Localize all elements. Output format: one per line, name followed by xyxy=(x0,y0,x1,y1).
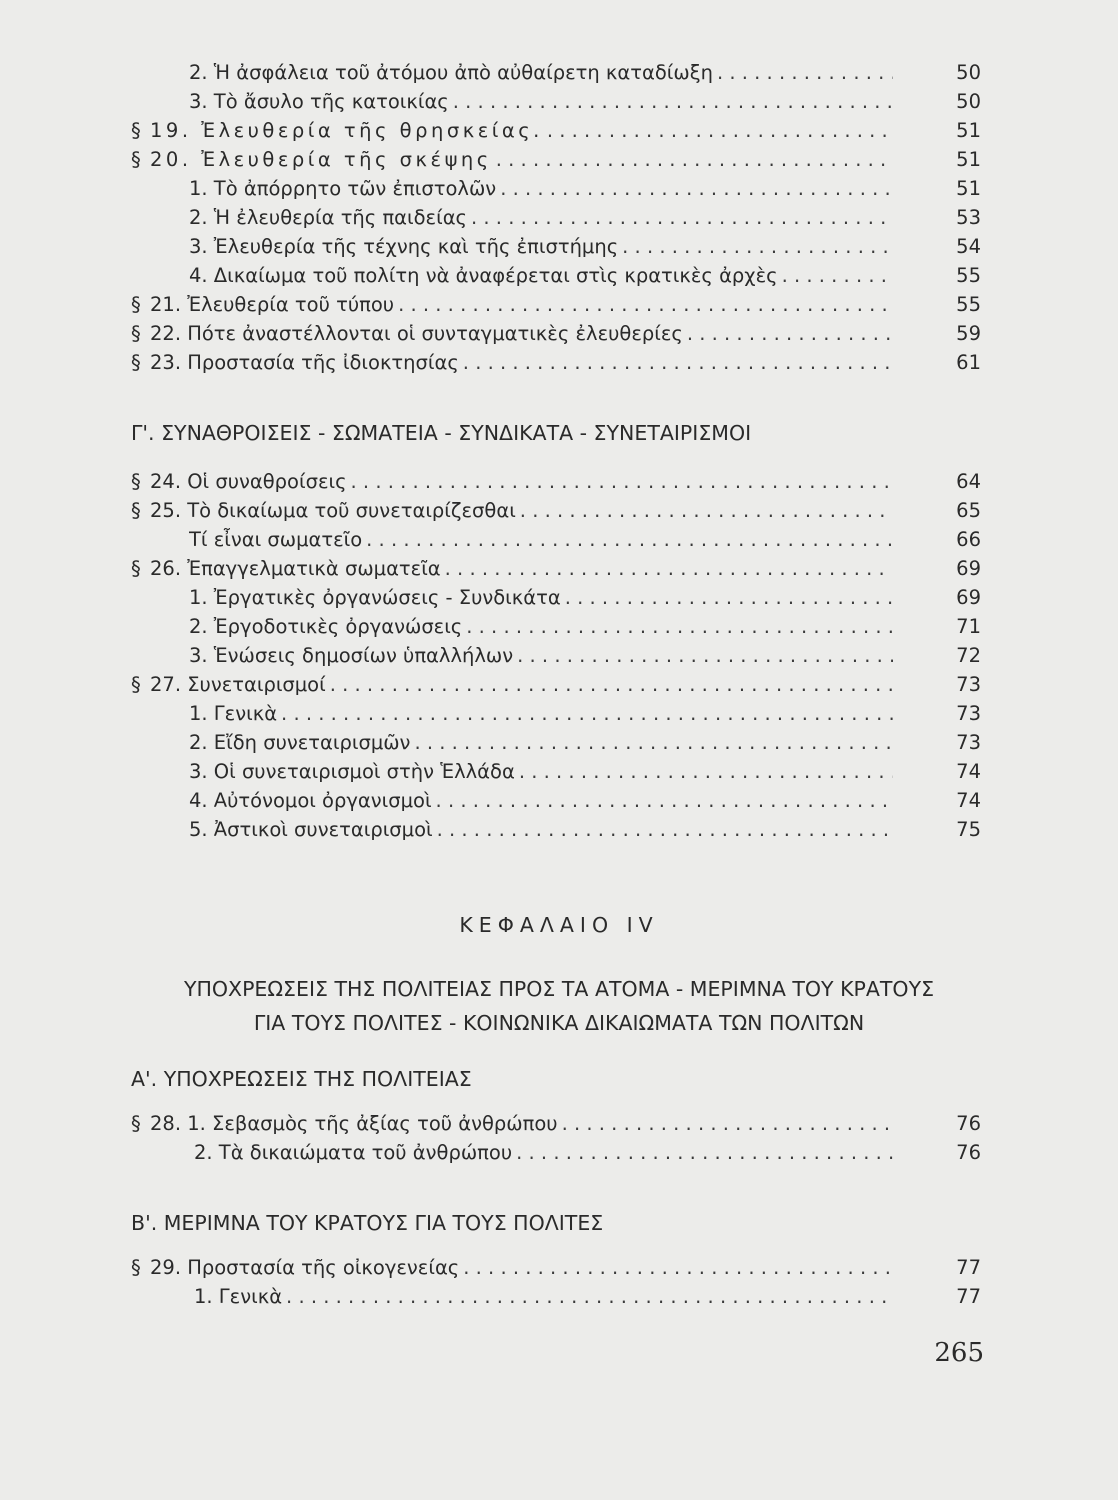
dot-leader xyxy=(366,525,893,554)
toc-entry xyxy=(150,116,893,145)
toc-row xyxy=(0,87,1118,116)
toc-row xyxy=(0,58,1118,87)
dot-leader xyxy=(453,87,893,116)
toc-page-number: 77 xyxy=(956,1256,981,1279)
toc-row xyxy=(0,1138,1118,1167)
dot-leader xyxy=(565,583,893,612)
dot-leader xyxy=(520,496,893,525)
dot-leader xyxy=(463,348,893,377)
toc-page-number: 55 xyxy=(956,293,981,316)
toc-page-number: 69 xyxy=(956,557,981,580)
toc-entry-label: 27. Συνεταιρισμοί xyxy=(150,673,326,696)
toc-entry-label: 28. 1. Σεβασμὸς τῆς ἀξίας τοῦ ἀνθρώπου xyxy=(150,1112,558,1135)
toc-entry xyxy=(150,290,893,319)
toc-row xyxy=(0,612,1118,641)
section-sign: § xyxy=(131,499,141,522)
dot-leader xyxy=(496,145,893,174)
toc-entry-label: 4. Δικαίωμα τοῦ πολίτη νὰ ἀναφέρεται στὶς κρατικὲς ἀρχὲς xyxy=(189,264,778,287)
toc-page-number: 77 xyxy=(956,1285,981,1308)
toc-entry-label: 21. Ἐλευθερία τοῦ τύπου xyxy=(150,293,395,316)
toc-row xyxy=(0,1253,1118,1282)
section-heading-g: Γ'. ΣΥΝΑΘΡΟΙΣΕΙΣ - ΣΩΜΑΤΕΙΑ - ΣΥΝΔΙΚΑΤΑ - ΣΥΝΕΤΑΙΡΙΣΜΟΙ xyxy=(131,421,752,445)
toc-entry xyxy=(189,641,893,670)
toc-page-number: 54 xyxy=(956,235,981,258)
chapter-subtitle-line2: ΓΙΑ ΤΟΥΣ ΠΟΛΙΤΕΣ - ΚΟΙΝΩΝΙΚΑ ΔΙΚΑΙΩΜΑΤΑ ΤΩΝ ΠΟΛΙΤΩΝ xyxy=(253,1011,865,1035)
toc-row xyxy=(0,467,1118,496)
dot-leader xyxy=(519,757,893,786)
toc-row xyxy=(0,174,1118,203)
toc-page-number: 51 xyxy=(956,119,981,142)
dot-leader xyxy=(547,116,893,145)
toc-entry xyxy=(189,174,893,203)
dot-leader xyxy=(562,1109,893,1138)
section-sign: § xyxy=(131,673,141,696)
toc-entry xyxy=(189,699,893,728)
toc-entry-label: 3. Τὸ ἄσυλο τῆς κατοικίας xyxy=(189,90,449,113)
toc-entry-label: Τί εἶναι σωματεῖο xyxy=(189,528,363,551)
toc-entry-label: 23. Προστασία τῆς ἰδιοκτησίας xyxy=(150,351,459,374)
toc-page-number: 74 xyxy=(956,789,981,812)
toc-entry-label: 4. Αὐτόνομοι ὀργανισμοὶ xyxy=(189,789,432,812)
section-heading-b: Β'. ΜΕΡΙΜΝΑ ΤΟΥ ΚΡΑΤΟΥΣ ΓΙΑ ΤΟΥΣ ΠΟΛΙΤΕΣ xyxy=(131,1211,604,1235)
page-number: 265 xyxy=(934,1338,984,1368)
toc-row xyxy=(0,757,1118,786)
dot-leader xyxy=(330,670,893,699)
dot-leader xyxy=(437,815,893,844)
toc-row xyxy=(0,145,1118,174)
dot-leader xyxy=(351,467,893,496)
toc-entry-label: 2. Ἐργοδοτικὲς ὀργανώσεις xyxy=(189,615,463,638)
toc-entry-label: 5. Ἀστικοὶ συνεταιρισμοὶ xyxy=(189,818,433,841)
toc-entry xyxy=(150,670,893,699)
toc-page-number: 59 xyxy=(956,322,981,345)
toc-entry-label: 1. Τὸ ἀπόρρητο τῶν ἐπιστολῶν xyxy=(189,177,497,200)
toc-row xyxy=(0,786,1118,815)
toc-entry xyxy=(189,728,893,757)
toc-entry-label: 19. Ἐλευθερία τῆς θρησκείας. xyxy=(150,119,543,142)
dot-leader xyxy=(463,1253,893,1282)
toc-page-number: 66 xyxy=(956,528,981,551)
toc-entry xyxy=(150,1253,893,1282)
toc-page-number: 73 xyxy=(956,673,981,696)
section-sign: § xyxy=(131,470,141,493)
toc-entry xyxy=(150,145,893,174)
toc-row xyxy=(0,203,1118,232)
toc-entry xyxy=(189,786,893,815)
toc-entry-label: 1. Γενικὰ xyxy=(189,702,278,725)
toc-page-number: 65 xyxy=(956,499,981,522)
toc-page-number: 76 xyxy=(956,1141,981,1164)
toc-page-number: 64 xyxy=(956,470,981,493)
section-sign: § xyxy=(131,1256,141,1279)
toc-entry-label: 3. Ἐλευθερία τῆς τέχνης καὶ τῆς ἐπιστήμης xyxy=(189,235,619,258)
toc-entry xyxy=(189,232,893,261)
toc-page-number: 69 xyxy=(956,586,981,609)
toc-page-number: 73 xyxy=(956,731,981,754)
dot-leader xyxy=(500,174,893,203)
chapter-title: ΚΕΦΑΛΑΙΟ IV xyxy=(459,913,659,937)
dot-leader xyxy=(281,699,893,728)
toc-entry-label: 1. Ἐργατικὲς ὀργανώσεις - Συνδικάτα xyxy=(189,586,561,609)
toc-row xyxy=(0,641,1118,670)
toc-entry xyxy=(189,612,893,641)
dot-leader xyxy=(445,554,893,583)
toc-entry xyxy=(194,1138,893,1167)
toc-row xyxy=(0,670,1118,699)
toc-row xyxy=(0,525,1118,554)
toc-page-number: 51 xyxy=(956,177,981,200)
toc-row xyxy=(0,699,1118,728)
toc-entry xyxy=(150,496,893,525)
toc-row xyxy=(0,319,1118,348)
toc-row xyxy=(0,116,1118,145)
dot-leader xyxy=(466,612,893,641)
toc-page-number: 50 xyxy=(956,61,981,84)
section-sign: § xyxy=(131,557,141,580)
dot-leader xyxy=(286,1282,893,1311)
toc-entry-label: 2. Ἡ ἀσφάλεια τοῦ ἀτόμου ἀπὸ αὐθαίρετη καταδίωξη xyxy=(189,61,713,84)
toc-row xyxy=(0,554,1118,583)
toc-page-number: 73 xyxy=(956,702,981,725)
toc-page-number: 55 xyxy=(956,264,981,287)
dot-leader xyxy=(436,786,893,815)
dot-leader xyxy=(622,232,893,261)
toc-entry xyxy=(189,203,893,232)
toc-entry xyxy=(150,348,893,377)
toc-entry xyxy=(189,583,893,612)
toc-entry-label: 2. Ἡ ἐλευθερία τῆς παιδείας xyxy=(189,206,467,229)
dot-leader xyxy=(398,290,893,319)
toc-entry xyxy=(189,87,893,116)
toc-page-number: 51 xyxy=(956,148,981,171)
toc-entry xyxy=(150,319,893,348)
dot-leader xyxy=(414,728,893,757)
toc-page-number: 61 xyxy=(956,351,981,374)
toc-page-number: 72 xyxy=(956,644,981,667)
toc-entry-label: 24. Οἱ συναθροίσεις xyxy=(150,470,347,493)
section-sign: § xyxy=(131,351,141,374)
toc-entry xyxy=(150,467,893,496)
chapter-subtitle-line1: ΥΠΟΧΡΕΩΣΕΙΣ ΤΗΣ ΠΟΛΙΤΕΙΑΣ ΠΡΟΣ ΤΑ ΑΤΟΜΑ - ΜΕΡΙΜΝΑ ΤΟΥ ΚΡΑΤΟΥΣ xyxy=(183,977,935,1001)
toc-entry xyxy=(194,1282,893,1311)
toc-row xyxy=(0,232,1118,261)
toc-row xyxy=(0,496,1118,525)
section-sign: § xyxy=(131,119,141,142)
section-sign: § xyxy=(131,148,141,171)
toc-entry-label: 3. Ἑνώσεις δημοσίων ὑπαλλήλων xyxy=(189,644,514,667)
section-sign: § xyxy=(131,293,141,316)
dot-leader xyxy=(516,1138,893,1167)
toc-row xyxy=(0,1109,1118,1138)
dot-leader xyxy=(517,641,893,670)
toc-entry-label: 2. Τὰ δικαιώματα τοῦ ἀνθρώπου xyxy=(194,1141,513,1164)
toc-entry-label: 25. Τὸ δικαίωμα τοῦ συνεταιρίζεσθαι xyxy=(150,499,516,522)
toc-entry xyxy=(189,58,893,87)
toc-row xyxy=(0,728,1118,757)
dot-leader xyxy=(782,261,893,290)
section-sign: § xyxy=(131,322,141,345)
toc-entry xyxy=(189,757,893,786)
toc-page-number: 53 xyxy=(956,206,981,229)
toc-entry-label: 3. Οἱ συνεταιρισμοὶ στὴν Ἑλλάδα xyxy=(189,760,515,783)
toc-entry-label: 26. Ἐπαγγελματικὰ σωματεῖα xyxy=(150,557,441,580)
toc-entry-label: 29. Προστασία τῆς οἰκογενείας xyxy=(150,1256,460,1279)
toc-entry xyxy=(189,525,893,554)
toc-entry-label: 22. Πότε ἀναστέλλονται οἱ συνταγματικὲς ἐλευθερίες xyxy=(150,322,683,345)
toc-entry-label: 1. Γενικὰ xyxy=(194,1285,283,1308)
toc-entry-label: 20. Ἐλευθερία τῆς σκέψης xyxy=(150,148,492,171)
toc-row xyxy=(0,261,1118,290)
toc-entry xyxy=(150,1109,893,1138)
toc-row xyxy=(0,1282,1118,1311)
toc-entry xyxy=(189,815,893,844)
toc-row xyxy=(0,815,1118,844)
dot-leader xyxy=(717,58,893,87)
toc-page-number: 50 xyxy=(956,90,981,113)
section-heading-a: Α'. ΥΠΟΧΡΕΩΣΕΙΣ ΤΗΣ ΠΟΛΙΤΕΙΑΣ xyxy=(131,1067,472,1091)
toc-row xyxy=(0,583,1118,612)
toc-page-number: 76 xyxy=(956,1112,981,1135)
toc-entry xyxy=(189,261,893,290)
dot-leader xyxy=(687,319,893,348)
toc-row xyxy=(0,348,1118,377)
toc-page-number: 75 xyxy=(956,818,981,841)
toc-entry-label: 2. Εἴδη συνεταιρισμῶν xyxy=(189,731,411,754)
toc-page-number: 71 xyxy=(956,615,981,638)
toc-row xyxy=(0,290,1118,319)
section-sign: § xyxy=(131,1112,141,1135)
toc-entry xyxy=(150,554,893,583)
toc-page-number: 74 xyxy=(956,760,981,783)
dot-leader xyxy=(471,203,893,232)
